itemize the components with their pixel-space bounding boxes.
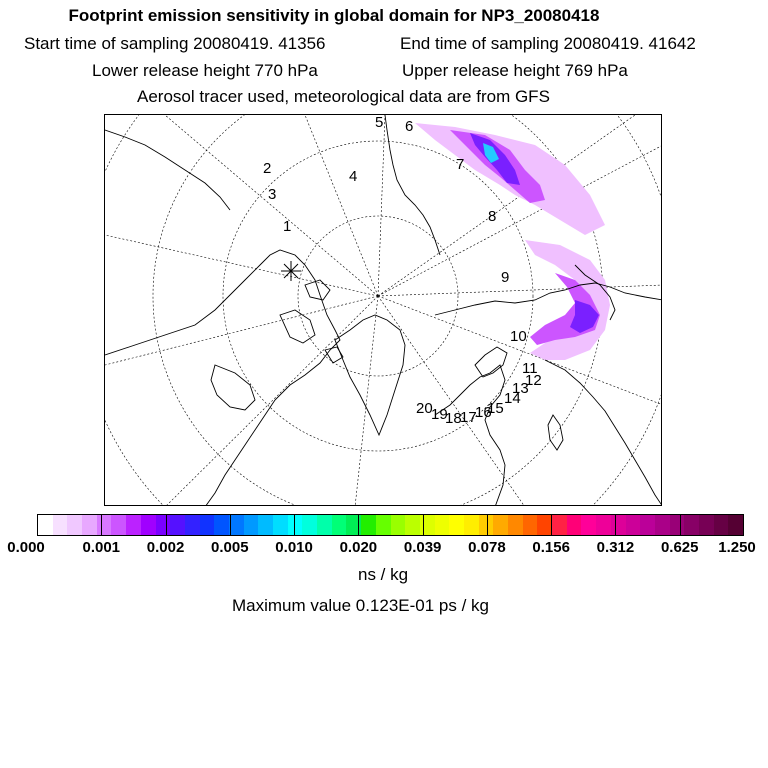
colorbar-segment (493, 515, 508, 535)
coastline-bering (105, 130, 230, 210)
start-time-label: Start time of sampling 20080419. 41356 (24, 34, 326, 53)
coastline-east-asia (545, 360, 662, 506)
colorbar-segment (391, 515, 406, 535)
asterisk-icon (281, 261, 301, 281)
colorbar-segment (640, 515, 655, 535)
trajectory-label: 15 (487, 400, 504, 417)
colorbar-tick-label: 0.020 (339, 539, 378, 556)
trajectory-label: 3 (268, 186, 277, 203)
colorbar-segment (537, 515, 552, 535)
colorbar-segment (170, 515, 185, 535)
colorbar-tick-label: 1.250 (718, 539, 756, 556)
colorbar-divider (551, 514, 552, 536)
colorbar-tick-label: 0.156 (532, 539, 570, 556)
colorbar-segment (53, 515, 68, 535)
colorbar-divider (615, 514, 616, 536)
colorbar-segment (111, 515, 126, 535)
colorbar-segment (655, 515, 670, 535)
meridian-line (355, 296, 378, 506)
trajectory-label: 10 (510, 328, 527, 345)
colorbar-segment (361, 515, 376, 535)
colorbar-segment (435, 515, 450, 535)
colorbar-segment (523, 515, 538, 535)
trajectory-label: 6 (405, 118, 414, 135)
maximum-value-label: Maximum value 0.123E-01 ps / kg (232, 596, 490, 615)
colorbar-divider (680, 514, 681, 536)
trajectory-label: 19 (431, 406, 448, 423)
colorbar-segment (82, 515, 97, 535)
colorbar-tick-label: 0.010 (275, 539, 313, 556)
colorbar-segment (244, 515, 259, 535)
trajectory-label: 18 (445, 410, 462, 427)
colorbar-segment (156, 515, 171, 535)
colorbar-segment (332, 515, 347, 535)
colorbar-segment (97, 515, 112, 535)
colorbar-segment (317, 515, 332, 535)
coastline-hudson-bay (211, 365, 255, 410)
colorbar-divider (230, 514, 231, 536)
colorbar-segment (728, 515, 743, 535)
colorbar-tick-label: 0.002 (146, 539, 185, 556)
colorbar-segment (684, 515, 699, 535)
meridian-line (105, 296, 378, 365)
map-panel (104, 114, 662, 506)
trajectory-label: 13 (512, 380, 529, 397)
coastline-siberia (435, 283, 662, 315)
meridian-line (105, 235, 378, 296)
colorbar-divider (358, 514, 359, 536)
plot-title: Footprint emission sensitivity in global domain for NP3_20080418 (68, 6, 600, 25)
end-time-label: End time of sampling 20080419. 41642 (400, 34, 696, 53)
colorbar-segment (258, 515, 273, 535)
trajectory-label: 8 (488, 208, 497, 225)
colorbar-segment (611, 515, 626, 535)
tracer-info-label: Aerosol tracer used, meteorological data are from GFS (137, 87, 550, 106)
coastline-arctic-islands (280, 280, 343, 363)
coastline-north-america (105, 250, 340, 506)
colorbar-units-label: ns / kg (358, 565, 409, 584)
colorbar-segment (376, 515, 391, 535)
colorbar-tick-label: 0.001 (82, 539, 121, 556)
colorbar-tick-label: 0.039 (403, 539, 442, 556)
colorbar-segment (185, 515, 200, 535)
colorbar-segment (38, 515, 53, 535)
meridian-line (165, 115, 378, 296)
colorbar-tick-label: 0.312 (596, 539, 635, 556)
trajectory-label: 17 (460, 409, 477, 426)
colorbar-tick-label: 0.000 (7, 539, 45, 556)
colorbar-segment (200, 515, 215, 535)
colorbar-segment (552, 515, 567, 535)
trajectory-label: 14 (504, 390, 521, 407)
trajectory-label: 4 (349, 168, 358, 185)
polar-map (105, 115, 662, 506)
coastline-greenland (335, 315, 405, 435)
trajectory-label: 20 (416, 400, 433, 417)
meridian-line (165, 296, 378, 506)
colorbar-segment (699, 515, 714, 535)
colorbar-segment (581, 515, 596, 535)
trajectory-label: 5 (375, 115, 384, 131)
trajectory-label: 11 (522, 360, 538, 377)
meridian-line (305, 115, 378, 296)
coastline-caspian (548, 415, 563, 450)
colorbar-segment (273, 515, 288, 535)
colorbar-divider (423, 514, 424, 536)
upper-release-height-label: Upper release height 769 hPa (402, 61, 628, 80)
trajectory-label: 2 (263, 160, 272, 177)
colorbar-tick-label: 0.005 (211, 539, 249, 556)
colorbar-segment (141, 515, 156, 535)
colorbar (37, 514, 744, 536)
colorbar-divider (487, 514, 488, 536)
colorbar-segment (508, 515, 523, 535)
trajectory-label: 16 (475, 404, 492, 421)
colorbar-segment (714, 515, 729, 535)
colorbar-segment (596, 515, 611, 535)
trajectory-label: 9 (501, 269, 510, 286)
trajectory-label: 1 (283, 218, 292, 235)
emission-sensitivity-plume (415, 123, 610, 360)
meridian-line (378, 115, 385, 296)
colorbar-segment (302, 515, 317, 535)
colorbar-segment (229, 515, 244, 535)
colorbar-segment (626, 515, 641, 535)
colorbar-segment (464, 515, 479, 535)
lower-release-height-label: Lower release height 770 hPa (92, 61, 318, 80)
colorbar-segment (126, 515, 141, 535)
colorbar-divider (294, 514, 295, 536)
colorbar-divider (101, 514, 102, 536)
colorbar-segment (567, 515, 582, 535)
colorbar-tick-label: 0.625 (660, 539, 699, 556)
colorbar-segment (405, 515, 420, 535)
colorbar-segment (449, 515, 464, 535)
colorbar-tick-label: 0.078 (468, 539, 506, 556)
colorbar-divider (166, 514, 167, 536)
colorbar-segment (670, 515, 685, 535)
colorbar-segment (214, 515, 229, 535)
colorbar-segment (67, 515, 82, 535)
trajectory-label: 7 (456, 156, 465, 173)
trajectory-label: 12 (525, 372, 542, 389)
